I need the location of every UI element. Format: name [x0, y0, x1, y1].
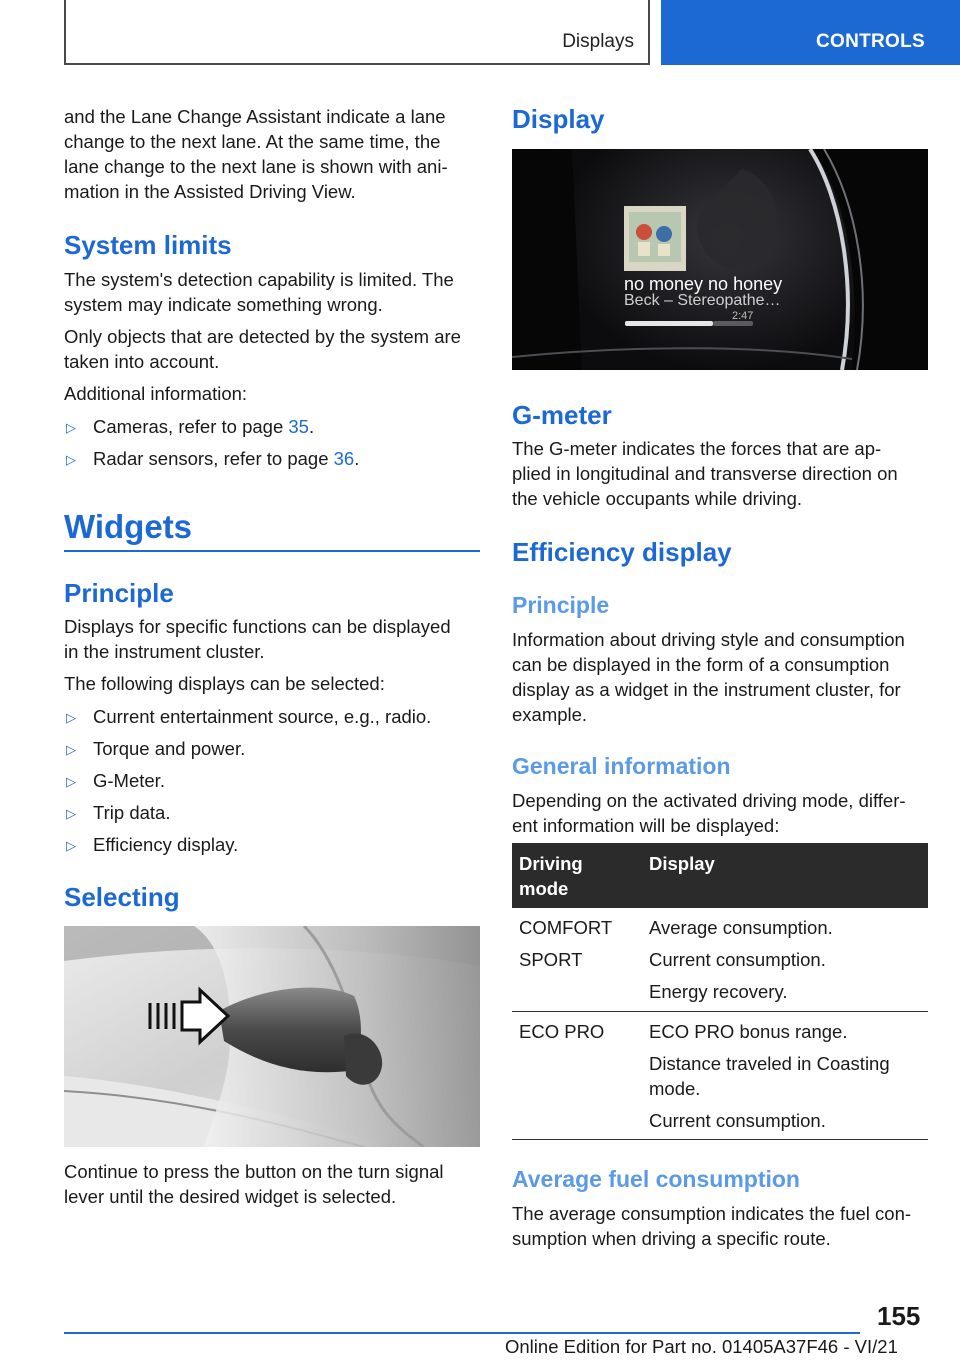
bullet-item [64, 446, 359, 472]
page-link-35[interactable]: 35 [288, 416, 309, 437]
bullet-text: G-Meter. [93, 770, 165, 791]
intro-line: and the Lane Change Assistant indicate a lane [64, 106, 446, 127]
widgets-heading-rule [64, 550, 480, 552]
table-cell-mode: COMFORT [519, 917, 613, 938]
bullet-triangle-icon: ▷ [66, 452, 76, 467]
now-playing-track: no money no honey [624, 274, 783, 294]
gmeter-paragraph [512, 436, 942, 511]
para-line: the vehicle occupants while driving. [512, 488, 802, 509]
bullet-item [64, 704, 431, 730]
bullet-text: Current entertainment source, e.g., radio. [93, 706, 432, 727]
para-line: in the instrument cluster. [64, 641, 265, 662]
bullet-item [64, 832, 238, 858]
selecting-heading: Selecting [64, 882, 180, 912]
now-playing-artist: Beck – Stereopathe… [624, 292, 781, 309]
table-cell-display: mode. [649, 1078, 701, 1099]
bullet-text: Radar sensors, refer to page [93, 448, 334, 469]
bullet-text: Trip data. [93, 802, 171, 823]
para-line: plied in longitudinal and transverse direction on [512, 463, 898, 484]
bullet-item [64, 768, 165, 794]
para-line: system may indicate something wrong. [64, 294, 383, 315]
table-cell-display: Distance traveled in Coasting [649, 1053, 890, 1074]
system-limits-heading: System limits [64, 230, 232, 260]
para-line: Information about driving style and consumption [512, 629, 905, 650]
general-information-heading: General information [512, 753, 731, 779]
table-header-driving: Driving [519, 853, 583, 874]
bullet-triangle-icon: ▷ [66, 420, 76, 435]
bullet-text: Torque and power. [93, 738, 246, 759]
header-chapter-tab [661, 0, 960, 65]
table-cell-display: Average consumption. [649, 917, 833, 938]
para-line: example. [512, 704, 588, 725]
bullet-item [64, 414, 314, 440]
para-line: taken into account. [64, 351, 220, 372]
table-cell-mode: ECO PRO [519, 1021, 605, 1042]
principle-paragraph [64, 614, 484, 664]
para-line: Depending on the activated driving mode, differ- [512, 790, 906, 811]
table-header-mode: mode [519, 878, 569, 899]
bullet-triangle-icon: ▷ [66, 742, 76, 757]
bullet-item [64, 800, 170, 826]
bullet-text: Cameras, refer to page [93, 416, 289, 437]
header-chapter-label: CONTROLS [816, 31, 926, 52]
widgets-heading: Widgets [64, 508, 193, 545]
bullet-triangle-icon: ▷ [66, 838, 76, 853]
para-line: The average consumption indicates the fuel con- [512, 1203, 912, 1224]
display-heading: Display [512, 104, 605, 134]
general-information-paragraph [512, 788, 942, 838]
efficiency-display-heading: Efficiency display [512, 537, 732, 567]
footer-edition: Online Edition for Part no. 01405A37F46 - VI/21 [505, 1336, 898, 1357]
footer-rule [64, 1332, 860, 1334]
system-limits-para2 [64, 324, 484, 374]
table-cell-display: ECO PRO bonus range. [649, 1021, 848, 1042]
efficiency-principle-paragraph [512, 627, 942, 727]
para-line: display as a widget in the instrument cluster, for [512, 679, 901, 700]
table-row-divider [512, 1011, 928, 1012]
header-section-label: Displays [562, 31, 634, 52]
intro-line: change to the next lane. At the same time, the [64, 131, 441, 152]
bullet-text: Efficiency display. [93, 834, 239, 855]
bullet-end: . [308, 416, 315, 437]
principle-heading: Principle [64, 578, 174, 608]
para-line: Displays for specific functions can be displayed [64, 616, 451, 637]
additional-info-label: Additional information: [64, 383, 248, 404]
para-line: lever until the desired widget is selected. [64, 1186, 397, 1207]
driving-mode-table-header [512, 843, 928, 908]
table-header-display: Display [649, 853, 715, 874]
average-fuel-consumption-heading: Average fuel consumption [512, 1166, 800, 1192]
para-line: Continue to press the button on the turn signal [64, 1161, 444, 1182]
table-cell-display: Current consumption. [649, 949, 826, 970]
system-limits-para1 [64, 267, 484, 317]
para-line: can be displayed in the form of a consumption [512, 654, 890, 675]
bullet-triangle-icon: ▷ [66, 774, 76, 789]
selecting-caption [64, 1159, 484, 1209]
average-fuel-consumption-paragraph [512, 1201, 942, 1251]
bullet-triangle-icon: ▷ [66, 710, 76, 725]
header-section-tab [64, 0, 650, 65]
page-link-36[interactable]: 36 [333, 448, 355, 469]
intro-paragraph [64, 104, 484, 204]
following-displays-label: The following displays can be selected: [64, 673, 385, 694]
instrument-cluster-display-image [512, 149, 928, 370]
bullet-item [64, 736, 245, 762]
para-line: The system's detection capability is limited. The [64, 269, 454, 290]
para-line: ent information will be displayed: [512, 815, 780, 836]
turn-signal-lever-illustration [64, 926, 480, 1147]
intro-line: mation in the Assisted Driving View. [64, 181, 356, 202]
gmeter-heading: G-meter [512, 400, 612, 430]
now-playing-time: 2:47 [732, 310, 754, 322]
bullet-triangle-icon: ▷ [66, 806, 76, 821]
table-cell-mode: SPORT [519, 949, 583, 970]
bullet-end: . [354, 448, 360, 469]
table-bottom-rule [512, 1139, 928, 1140]
table-cell-display: Current consumption. [649, 1110, 826, 1131]
page-number: 155 [877, 1301, 921, 1331]
table-cell-display: Energy recovery. [649, 981, 788, 1002]
efficiency-principle-heading: Principle [512, 592, 610, 618]
para-line: The G-meter indicates the forces that are ap- [512, 438, 882, 459]
intro-line: lane change to the next lane is shown with ani- [64, 156, 448, 177]
para-line: Only objects that are detected by the system are [64, 326, 461, 347]
para-line: sumption when driving a specific route. [512, 1228, 831, 1249]
